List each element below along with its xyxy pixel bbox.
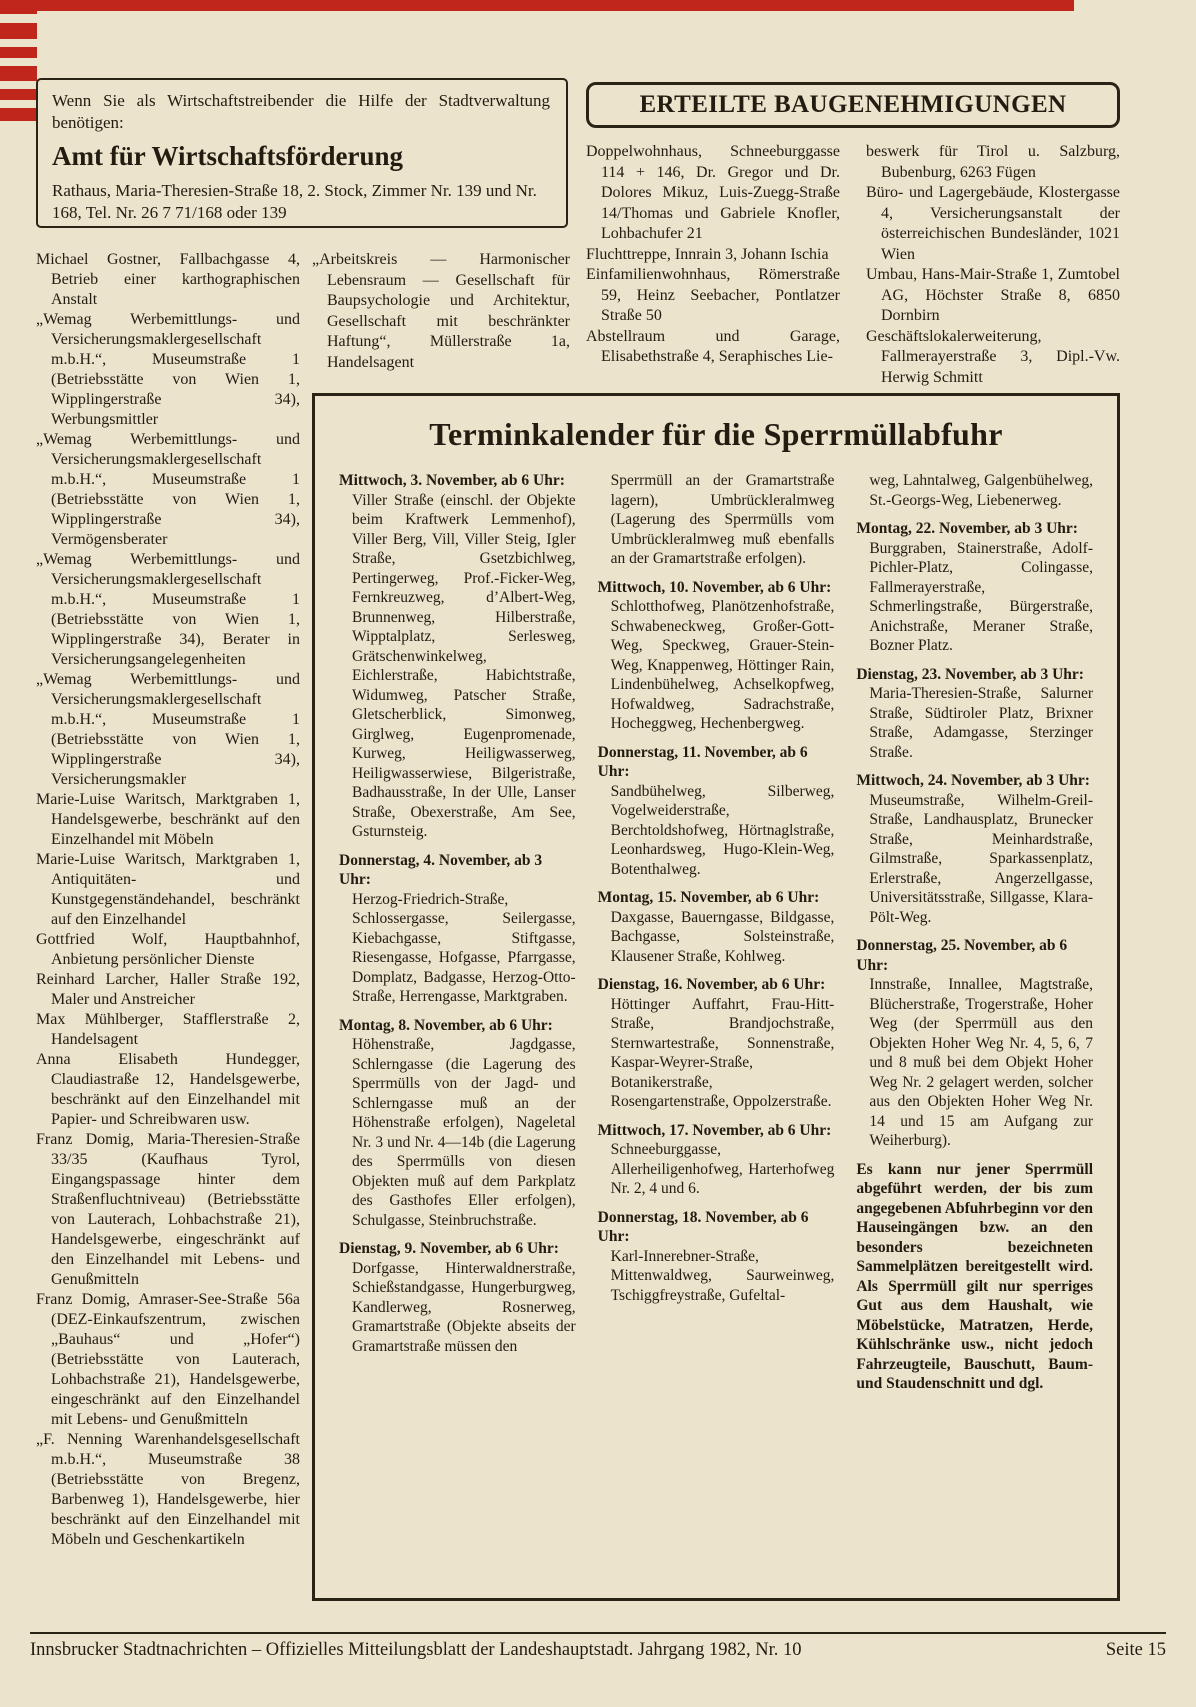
bau-item: beswerk für Tirol u. Salzburg, Bubenburg, 6263 Fügen — [866, 143, 1120, 181]
business-listings-column — [36, 250, 300, 1550]
schedule-streets: Viller Straße (einschl. der Objekte beim Kraftwerk Lemmenhof), Viller Berg, Vill, Viller Steig, Igler Straße, Gsetzbichlweg, Pertingerweg, Prof.-Ficker-Weg, Fernkreuzweg, d’Albert-Weg, Brunnenweg, Hilberstraße, Wipptalplatz, Serlesweg, Grätschenwinkelweg, Eichlerstraße, Habichtstraße, Widumweg, Patscher Straße, Gletscherblick, Simonweg, Girglweg, Eugenpromenade, Kurweg, Heiligwasserweg, Heiligwasserwiese, Bilgeristraße, Badhausstraße, In der Ulle, Lanser Straße, Obexerstraße, Am See, Gsturnsteig. — [352, 491, 576, 840]
schedule-date-heading: Montag, 22. November, ab 3 Uhr: — [856, 520, 1078, 537]
arbeitskreis-paragraph — [312, 250, 570, 373]
promo-intro: Wenn Sie als Wirtschaftstreibender die Hilfe der Stadtverwaltung benötigen: — [52, 91, 550, 132]
schedule-streets: Museumstraße, Wilhelm-Greil-Straße, Landhausplatz, Brunecker Straße, Meinhardstraße, Gilmstraße, Sparkassenplatz, Erlerstraße, Angerzellgasse, Universitätsstraße, Sillgasse, Klara-Pölt-Weg. — [869, 791, 1094, 926]
schedule-date-heading: Montag, 15. November, ab 6 Uhr: — [597, 889, 820, 906]
schedule-date-heading: Donnerstag, 18. November, ab 6 Uhr: — [597, 1208, 809, 1245]
schedule-entry-continuation — [856, 471, 1093, 510]
schedule-entry — [598, 975, 835, 1112]
registration-mark — [0, 66, 37, 81]
listing-item: „Wemag Werbemittlungs- und Versicherungsmaklergesellschaft m.b.H.“, Museumstraße 1 (Betriebsstätte von Wien 1, Wipplingerstraße 34), Werbungsmittler — [36, 311, 300, 428]
listing-item: „Wemag Werbemittlungs- und Versicherungsmaklergesellschaft m.b.H.“, Museumstraße 1 (Betriebsstätte von Wien 1, Wipplingerstraße 34), Versicherungsmakler — [36, 671, 300, 788]
baugenehmigungen-title: ERTEILTE BAUGENEHMIGUNGEN — [639, 91, 1067, 118]
schedule-entry — [339, 851, 576, 1007]
schedule-streets: Herzog-Friedrich-Straße, Schlossergasse, Seilergasse, Kiebachgasse, Stiftgasse, Riesengasse, Hofgasse, Pfarrgasse, Domplatz, Badgasse, Herzog-Otto-Straße, Herrengasse, Marktgraben. — [352, 890, 576, 1005]
schedule-date-heading: Mittwoch, 24. November, ab 3 Uhr: — [856, 772, 1090, 789]
schedule-date-heading: Dienstag, 16. November, ab 6 Uhr: — [597, 976, 826, 993]
schedule-date-heading: Dienstag, 23. November, ab 3 Uhr: — [856, 665, 1084, 683]
sperrmuell-notice: Es kann nur jener Sperrmüll abgeführt werden, der bis zum angegebenen Abfuhrbeginn vor den Hauseingängen bzw. an den besonders bezeichneten Sammelplätzen bereitgestellt wird. Als Sperrmüll gilt nur sperriges Gut aus dem Haushalt, wie Möbelstücke, Matratzen, Herde, Kühlschränke usw., nicht jedoch Fahrzeugteile, Bauschutt, Baum- und Staudenschnitt und dgl. — [856, 1160, 1094, 1392]
promo-title: Amt für Wirtschaftsförderung — [52, 141, 403, 171]
footer — [30, 1640, 1166, 1661]
schedule-date-heading: Dienstag, 9. November, ab 6 Uhr: — [339, 1240, 559, 1257]
schedule-streets: Innstraße, Innallee, Magtstraße, Blücherstraße, Trogerstraße, Hoher Weg (der Sperrmüll aus den Objekten Hoher Weg Nr. 4, 5, 6, 7 und 8 muß bei dem Objekt Hoher Weg Nr. 2 gelagert werden, solcher aus den Objekten Hoher Weg Nr. 14 und 15 am Aufgang zur Weiherburg). — [869, 976, 1094, 1149]
listing-item: Michael Gostner, Fallbachgasse 4, Betrieb einer karthographischen Anstalt — [36, 251, 300, 308]
registration-mark — [0, 108, 37, 121]
schedule-streets: Daxgasse, Bauerngasse, Bildgasse, Bachgasse, Solsteinstraße, Klausener Straße, Kohlweg. — [610, 908, 835, 965]
schedule-entry — [598, 888, 835, 966]
listing-item: Gottfried Wolf, Hauptbahnhof, Anbietung persönlicher Dienste — [36, 931, 300, 968]
bau-item: Geschäftslokalerweiterung, Fallmerayerstraße 3, Dipl.-Vw. Herwig Schmitt — [866, 327, 1120, 386]
terminkalender-column-1 — [339, 471, 576, 1394]
schedule-entry — [598, 1121, 835, 1199]
schedule-entry — [856, 771, 1093, 927]
listing-item: Anna Elisabeth Hundegger, Claudiastraße 12, Handelsgewerbe, beschränkt auf den Einzelhandel mit Papier- und Schreibwaren usw. — [36, 1051, 300, 1128]
registration-mark — [0, 0, 37, 14]
bau-item: Abstellraum und Garage, Elisabethstraße 4, Seraphisches Lie- — [586, 327, 840, 365]
schedule-entry — [339, 1016, 576, 1231]
schedule-entry — [339, 471, 576, 842]
schedule-streets: Burggraben, Stainerstraße, Adolf-Pichler-Platz, Colingasse, Fallmerayerstraße, Schmerlingstraße, Bürgerstraße, Anichstraße, Meraner Straße, Bozner Platz. — [869, 539, 1094, 654]
schedule-streets: Höhenstraße, Jagdgasse, Schlerngasse (die Lagerung des Sperrmülls von der Jagd- und Schlerngasse muß an der Höhenstraße erfolgen), Nageletal Nr. 3 und Nr. 4—14b (die Lagerung des Sperrmülls von diesen Objekten muß auf dem Parkplatz des Gasthofes Eller erfolgen), Schulgasse, Steinbruchstraße. — [352, 1036, 576, 1229]
footer-page-number: Seite 15 — [1105, 1640, 1166, 1660]
bau-item: Einfamilienwohnhaus, Römerstraße 59, Heinz Seebacher, Pontlatzer Straße 50 — [586, 266, 840, 324]
schedule-streets: weg, Lahntalweg, Galgenbühelweg, St.-Georgs-Weg, Liebenerweg. — [869, 472, 1094, 509]
schedule-date-heading: Mittwoch, 17. November, ab 6 Uhr: — [597, 1121, 832, 1139]
baugenehmigungen-title-box — [586, 82, 1120, 128]
schedule-streets: Dorfgasse, Hinterwaldnerstraße, Schießstandgasse, Hungerburgweg, Kandlerweg, Rosnerweg, Gramartstraße (Objekte abseits der Gramartstraße müssen den — [352, 1259, 576, 1355]
schedule-streets: Schneeburggasse, Allerheiligenhofweg, Harterhofweg Nr. 2, 4 und 6. — [610, 1141, 835, 1197]
registration-mark — [0, 23, 37, 39]
baugenehmigungen-column-1 — [586, 142, 840, 368]
schedule-date-heading: Donnerstag, 25. November, ab 6 Uhr: — [856, 937, 1068, 974]
schedule-streets: Schlotthofweg, Planötzenhofstraße, Schwabeneckweg, Großer-Gott-Weg, Speckweg, Grauer-Stein-Weg, Knappenweg, Höttinger Rain, Lindenbühelweg, Achselkopfweg, Hofwaldweg, Sadrachstraße, Hocheggweg, Hechenbergweg. — [610, 598, 835, 732]
schedule-date-heading: Montag, 8. November, ab 6 Uhr: — [339, 1016, 553, 1034]
terminkalender-box — [312, 393, 1120, 1601]
schedule-streets: Sperrmüll an der Gramartstraße lagern), Umbrückleralmweg (Lagerung des Sperrmülls vom Umbrückleralmweg muß ebenfalls an der Gramartstraße erfolgen). — [610, 472, 835, 567]
schedule-entry — [598, 578, 835, 734]
terminkalender-title: Terminkalender für die Sperrmüllabfuhr — [429, 416, 1003, 452]
terminkalender-columns — [315, 465, 1117, 1394]
bau-item: Fluchttreppe, Innrain 3, Johann Ischia — [586, 245, 829, 263]
baugenehmigungen-column-2 — [866, 142, 1120, 388]
schedule-entry — [598, 1208, 835, 1306]
footer-publication-line: Innsbrucker Stadtnachrichten – Offizielles Mitteilungsblatt der Landeshauptstadt. Jahrgang 1982, Nr. 10 — [30, 1640, 802, 1660]
schedule-date-heading: Donnerstag, 4. November, ab 3 Uhr: — [339, 851, 543, 888]
schedule-date-heading: Mittwoch, 10. November, ab 6 Uhr: — [597, 578, 832, 596]
listing-item: Reinhard Larcher, Haller Straße 192, Maler und Anstreicher — [36, 971, 300, 1008]
schedule-date-heading: Donnerstag, 11. November, ab 6 Uhr: — [597, 743, 808, 780]
wirtschaftsfoerderung-box — [36, 78, 568, 228]
footer-rule — [30, 1632, 1166, 1634]
listing-item: Max Mühlberger, Stafflerstraße 2, Handelsagent — [36, 1011, 300, 1048]
schedule-entry — [856, 936, 1093, 1151]
schedule-entry — [339, 1239, 576, 1356]
schedule-entry — [598, 743, 835, 880]
terminkalender-column-2 — [598, 471, 835, 1394]
listing-item: Marie-Luise Waritsch, Marktgraben 1, Handelsgewerbe, beschränkt auf den Einzelhandel mit Möbeln — [36, 791, 300, 848]
schedule-streets: Höttinger Auffahrt, Frau-Hitt-Straße, Brandjochstraße, Sternwartestraße, Sonnenstraße, Kaspar-Weyrer-Straße, Botanikerstraße, Rosengartenstraße, Oppolzerstraße. — [610, 995, 835, 1110]
bau-item: Doppelwohnhaus, Schneeburggasse 114 + 146, Dr. Gregor und Dr. Dolores Mikuz, Luis-Zuegg-Straße 14/Thomas und Gabriele Knofler, Lohbachufer 21 — [586, 143, 840, 242]
schedule-streets: Sandbühelweg, Silberweg, Vogelweiderstraße, Berchtoldshofweg, Hörtnaglstraße, Leonhardsweg, Hugo-Klein-Weg, Botenthalweg. — [610, 782, 835, 878]
promo-address: Rathaus, Maria-Theresien-Straße 18, 2. Stock, Zimmer Nr. 139 und Nr. 168, Tel. Nr. 26 7 71/168 oder 139 — [52, 181, 537, 222]
bau-item: Büro- und Lagergebäude, Klostergasse 4, Versicherungsanstalt der österreichischen Bundesländer, 1021 Wien — [866, 184, 1120, 263]
schedule-date-heading: Mittwoch, 3. November, ab 6 Uhr: — [339, 472, 565, 489]
schedule-entry — [856, 519, 1093, 656]
registration-mark — [0, 47, 37, 58]
registration-mark — [0, 89, 37, 100]
listing-item: Franz Domig, Maria-Theresien-Straße 33/35 (Kaufhaus Tyrol, Eingangspassage hinter dem Straßenfluchtniveau) (Betriebsstätte von Lauterach, Lohbachstraße 21), Handelsgewerbe, eingeschränkt auf den Einzelhandel mit Lebens- und Genußmitteln — [36, 1131, 300, 1288]
schedule-streets: Karl-Innerebner-Straße, Mittenwaldweg, Saurweinweg, Tschiggfreystraße, Gufeltal- — [610, 1247, 835, 1304]
terminkalender-column-3 — [856, 471, 1093, 1394]
schedule-streets: Maria-Theresien-Straße, Salurner Straße, Südtiroler Platz, Brixner Straße, Adamgasse, Sterzinger Straße. — [869, 685, 1094, 761]
listing-item: „Wemag Werbemittlungs- und Versicherungsmaklergesellschaft m.b.H.“, Museumstraße 1 (Betriebsstätte von Wien 1, Wipplingerstraße 34), Vermögensberater — [36, 431, 300, 548]
schedule-entry-continuation — [598, 471, 835, 569]
bau-item: Umbau, Hans-Mair-Straße 1, Zumtobel AG, Höchster Straße 8, 6850 Dornbirn — [866, 266, 1120, 324]
listing-item: Marie-Luise Waritsch, Marktgraben 1, Antiquitäten- und Kunstgegenständehandel, beschränkt auf den Einzelhandel — [36, 851, 300, 928]
listing-item: „F. Nenning Warenhandelsgesellschaft m.b.H.“, Museumstraße 38 (Betriebsstätte von Bregenz, Barbenweg 1), Handelsgewerbe, hier beschränkt auf den Einzelhandel mit Möbeln und Geschenkartikeln — [36, 1431, 300, 1548]
schedule-entry — [856, 665, 1093, 763]
listing-item: „Arbeitskreis — Harmonischer Lebensraum — Gesellschaft für Baupsychologie und Architektur, Gesellschaft mit beschränkter Haftung“, Müllerstraße 1a, Handelsagent — [312, 251, 570, 371]
registration-bar-top — [34, 0, 1074, 11]
listing-item: Franz Domig, Amraser-See-Straße 56a (DEZ-Einkaufszentrum, zwischen „Bauhaus“ und „Hofer“) (Betriebsstätte von Lauterach, Lohbachstraße 21), Handelsgewerbe, eingeschränkt auf den Einzelhandel mit Lebens- und Genußmitteln — [36, 1291, 300, 1428]
listing-item: „Wemag Werbemittlungs- und Versicherungsmaklergesellschaft m.b.H.“, Museumstraße 1 (Betriebsstätte von Wien 1, Wipplingerstraße 34), Berater in Versicherungsangelegenheiten — [36, 551, 300, 668]
